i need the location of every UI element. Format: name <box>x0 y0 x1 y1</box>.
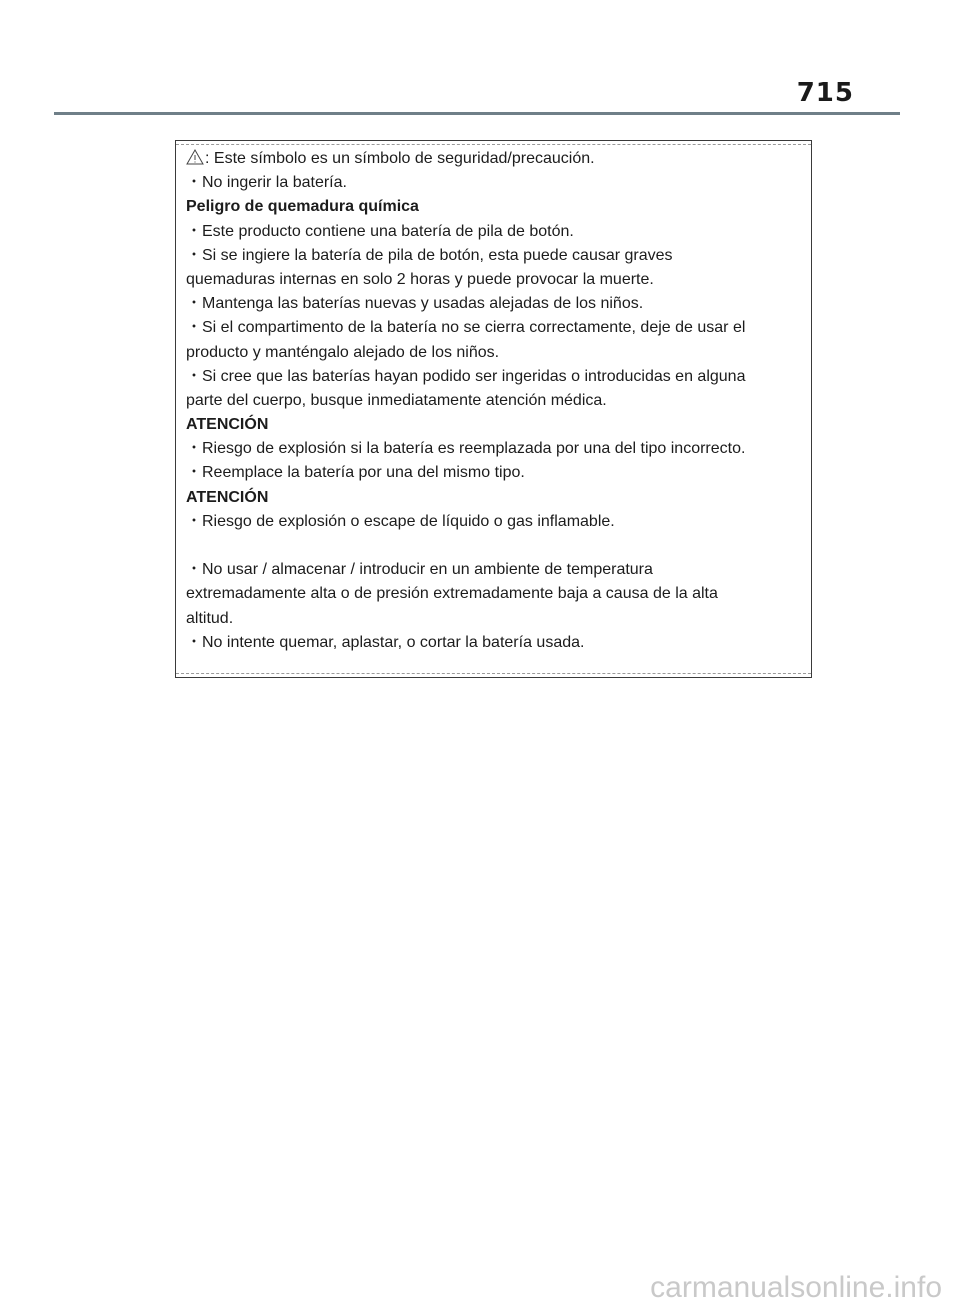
blank-line <box>186 534 808 558</box>
page-number: 715 <box>796 78 854 108</box>
header-rule <box>54 112 900 115</box>
warning-line: ・No usar / almacenar / introducir en un ambiente de temperatura <box>186 561 653 579</box>
warning-line: ・No ingerir la batería. <box>186 174 347 192</box>
warning-line: ・Reemplace la batería por una del mismo tipo. <box>186 464 525 482</box>
warning-text-block <box>186 147 808 655</box>
warning-line: quemaduras internas en solo 2 horas y puede provocar la muerte. <box>186 270 654 288</box>
top-dashed-divider <box>176 144 811 145</box>
warning-line: ・Si el compartimento de la batería no se cierra correctamente, deje de usar el <box>186 319 746 337</box>
warning-line: altitud. <box>186 609 234 627</box>
warning-line: ・Si cree que las baterías hayan podido ser ingeridas o introducidas en alguna <box>186 367 746 385</box>
warning-line: ・No intente quemar, aplastar, o cortar la batería usada. <box>186 633 585 651</box>
battery-warning-box <box>175 140 812 678</box>
warning-line: ・Riesgo de explosión o escape de líquido o gas inflamable. <box>186 512 615 530</box>
warning-heading: Peligro de quemadura química <box>186 198 419 216</box>
warning-line: producto y manténgalo alejado de los niños. <box>186 343 500 361</box>
warning-heading: ATENCIÓN <box>186 488 269 506</box>
warning-line: ・Riesgo de explosión si la batería es reemplazada por una del tipo incorrecto. <box>186 440 746 458</box>
safety-symbol-note: : Este símbolo es un símbolo de seguridad/precaución. <box>205 150 595 167</box>
warning-line: ・Mantenga las baterías nuevas y usadas alejadas de los niños. <box>186 295 644 313</box>
warning-line: parte del cuerpo, busque inmediatamente atención médica. <box>186 391 607 409</box>
safety-symbol-line <box>186 147 808 171</box>
warning-triangle-icon <box>186 149 204 173</box>
warning-line: ・Si se ingiere la batería de pila de botón, esta puede causar graves <box>186 246 673 264</box>
warning-line: ・Este producto contiene una batería de pila de botón. <box>186 222 574 240</box>
bottom-dashed-divider <box>176 673 811 674</box>
warning-heading: ATENCIÓN <box>186 416 269 434</box>
watermark: carmanualsonline.info <box>650 1271 942 1304</box>
warning-line: extremadamente alta o de presión extremadamente baja a causa de la alta <box>186 585 718 603</box>
